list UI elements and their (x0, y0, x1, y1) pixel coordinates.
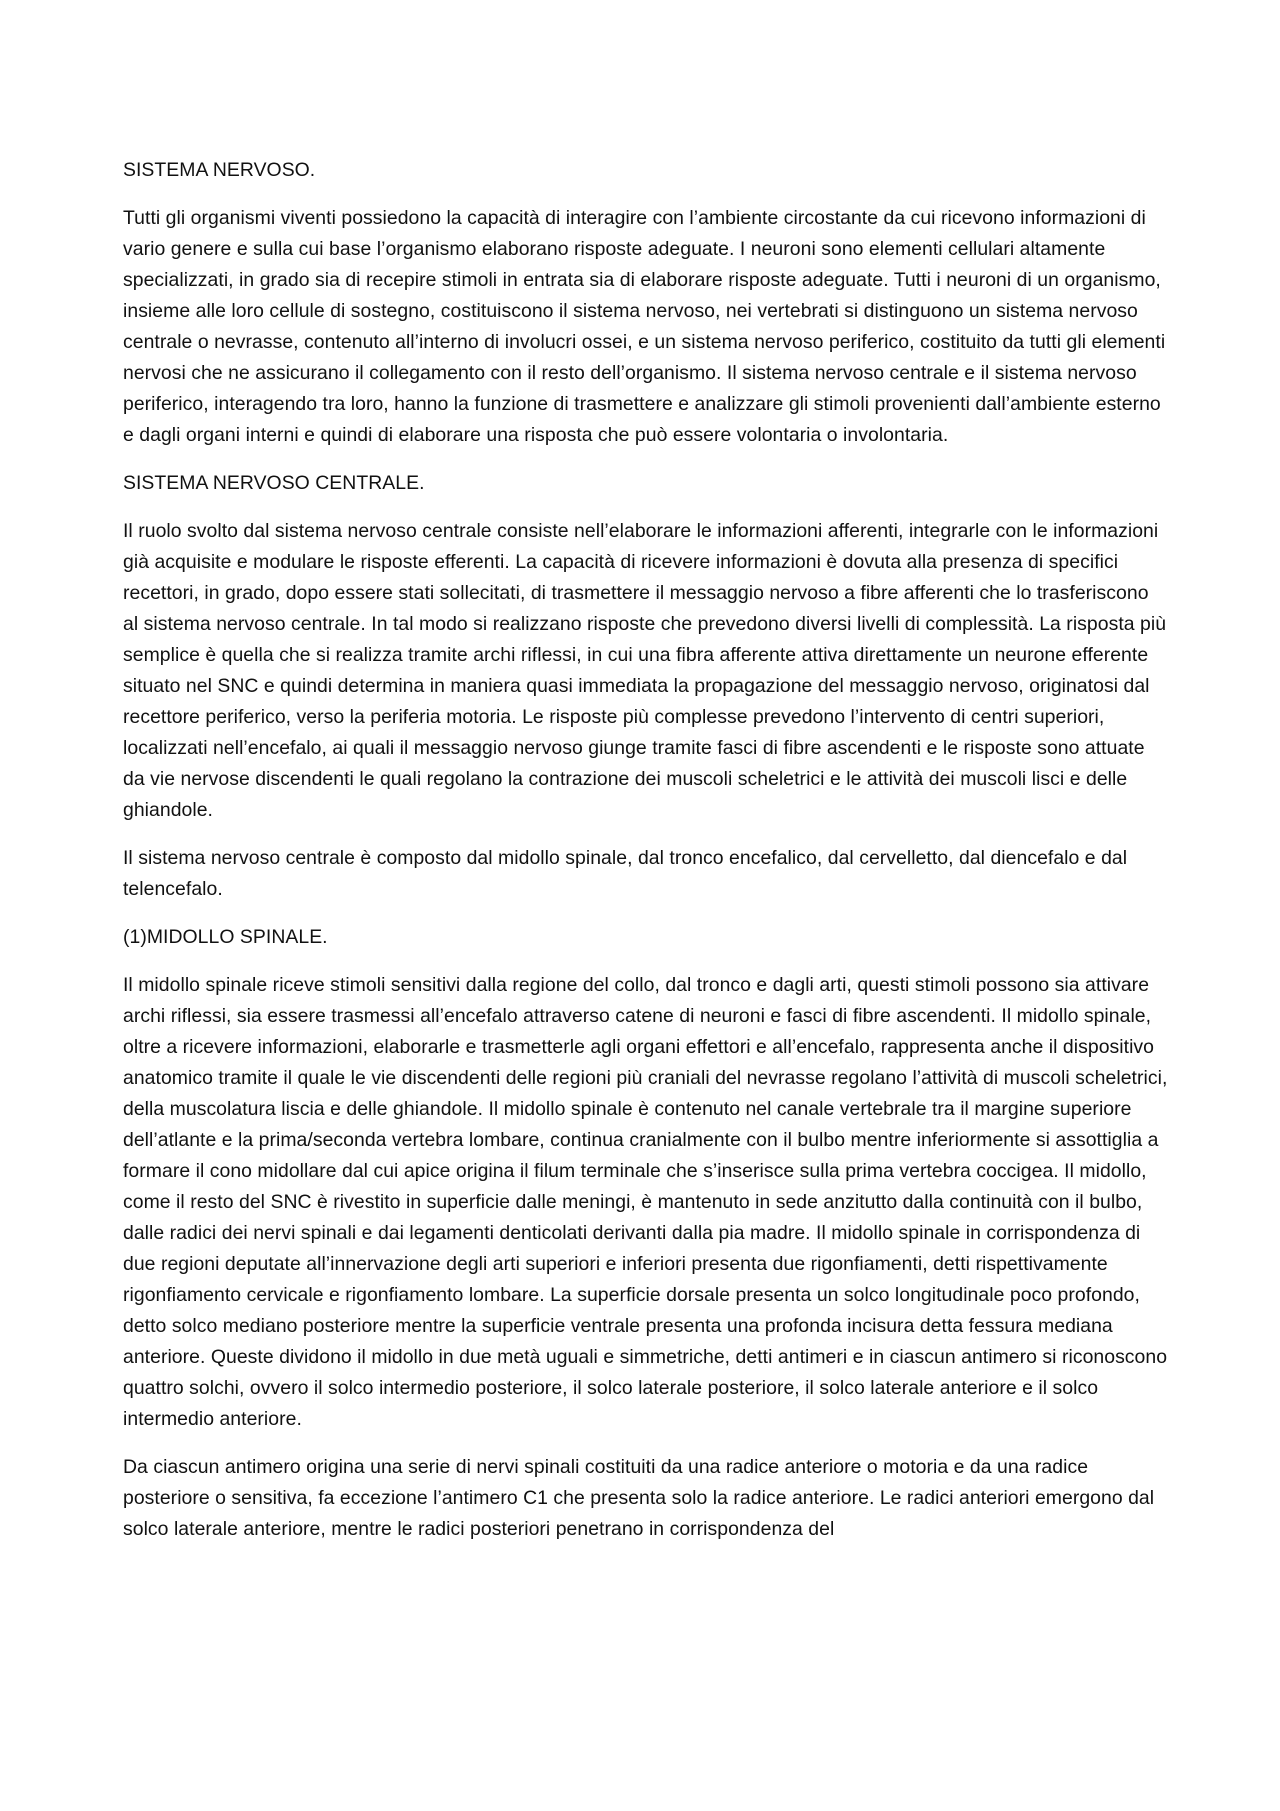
paragraph-midollo-descrizione: Il midollo spinale riceve stimoli sensitivi dalla regione del collo, dal tronco e dagli arti, questi stimoli possono sia attivare archi riflessi, sia essere trasmessi all’encefalo attraverso catene di neuroni e fasci di fibre ascendenti. Il midollo spinale, oltre a ricevere informazioni, elaborarle e trasmetterle agli organi effettori e all’encefalo, rappresenta anche il dispositivo anatomico tramite il quale le vie discendenti delle regioni più craniali del nevrasse regolano l’attività di muscoli scheletrici, della muscolatura liscia e delle ghiandole. Il midollo spinale è contenuto nel canale vertebrale tra il margine superiore dell’atlante e la prima/seconda vertebra lombare, continua cranialmente con il bulbo mentre inferiormente si assottiglia a formare il cono midollare dal cui apice origina il filum terminale che s’inserisce sulla prima vertebra coccigea. Il midollo, come il resto del SNC è rivestito in superficie dalle meningi, è mantenuto in sede anzitutto dalla continuità con il bulbo, dalle radici dei nervi spinali e dai legamenti denticolati derivanti dalla pia madre. Il midollo spinale in corrispondenza di due regioni deputate all’innervazione degli arti superiori e inferiori presenta due rigonfiamenti, detti rispettivamente rigonfiamento cervicale e rigonfiamento lombare. La superficie dorsale presenta un solco longitudinale poco profondo, detto solco mediano posteriore mentre la superficie ventrale presenta una profonda incisura detta fessura mediana anteriore. Queste dividono il midollo in due metà uguali e simmetriche, detti antimeri e in ciascun antimero si riconoscono quattro solchi, ovvero il solco intermedio posteriore, il solco laterale posteriore, il solco laterale anteriore e il solco intermedio anteriore. (123, 974, 1168, 1430)
paragraph-snc-composizione: Il sistema nervoso centrale è composto dal midollo spinale, dal tronco encefalico, dal cervelletto, dal diencefalo e dal telencefalo. (123, 847, 1128, 900)
paragraph-snc-ruolo: Il ruolo svolto dal sistema nervoso centrale consiste nell’elaborare le informazioni afferenti, integrarle con le informazioni già acquisite e modulare le risposte efferenti. La capacità di ricevere informazioni è dovuta alla presenza di specifici recettori, in grado, dopo essere stati sollecitati, di trasmettere il messaggio nervoso a fibre afferenti che lo trasferiscono al sistema nervoso centrale. In tal modo si realizzano risposte che prevedono diversi livelli di complessità. La risposta più semplice è quella che si realizza tramite archi riflessi, in cui una fibra afferente attiva direttamente un neurone efferente situato nel SNC e quindi determina in maniera quasi immediata la propagazione del messaggio nervoso, originatosi dal recettore periferico, verso la periferia motoria. Le risposte più complesse prevedono l’intervento di centri superiori, localizzati nell’encefalo, ai quali il messaggio nervoso giunge tramite fasci di fibre ascendenti e le risposte sono attuate da vie nervose discendenti le quali regolano la contrazione dei muscoli scheletrici e le attività dei muscoli lisci e delle ghiandole. (123, 520, 1167, 821)
paragraph-intro: Tutti gli organismi viventi possiedono la capacità di interagire con l’ambiente circostante da cui ricevono informazioni di vario genere e sulla cui base l’organismo elaborano risposte adeguate. I neuroni sono elementi cellulari altamente specializzati, in grado sia di recepire stimoli in entrata sia di elaborare risposte adeguate. Tutti i neuroni di un organismo, insieme alle loro cellule di sostegno, costituiscono il sistema nervoso, nei vertebrati si distinguono un sistema nervoso centrale o nevrasse, contenuto all’interno di involucri ossei, e un sistema nervoso periferico, costituito da tutti gli elementi nervosi che ne assicurano il collegamento con il resto dell’organismo. Il sistema nervoso centrale e il sistema nervoso periferico, interagendo tra loro, hanno la funzione di trasmettere e analizzare gli stimoli provenienti dall’ambiente esterno e dagli organi interni e quindi di elaborare una risposta che può essere volontaria o involontaria. (123, 207, 1166, 446)
document-page (123, 155, 1168, 1562)
heading-sistema-nervoso: SISTEMA NERVOSO. (123, 159, 316, 181)
heading-midollo-spinale: (1)MIDOLLO SPINALE. (123, 926, 328, 948)
paragraph-midollo-nervi-spinali: Da ciascun antimero origina una serie di nervi spinali costituiti da una radice anteriore o motoria e da una radice posteriore o sensitiva, fa eccezione l’antimero C1 che presenta solo la radice anteriore. Le radici anteriori emergono dal solco laterale anteriore, mentre le radici posteriori penetrano in corrispondenza del (123, 1456, 1155, 1540)
heading-sistema-nervoso-centrale: SISTEMA NERVOSO CENTRALE. (123, 472, 425, 494)
